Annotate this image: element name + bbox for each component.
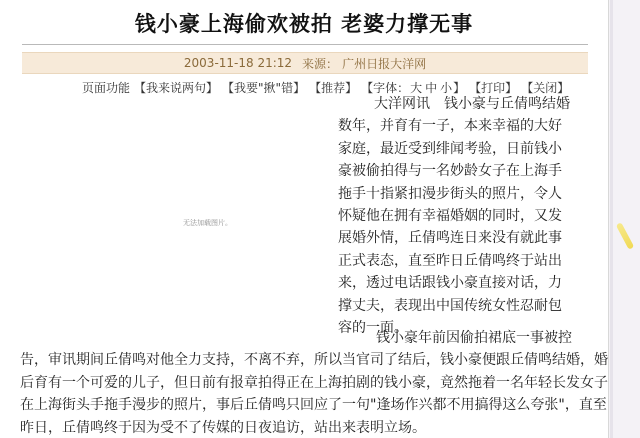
text-line: 家庭，最近受到绯闻考验，日前钱小 — [338, 140, 562, 157]
text-line: 怀疑他在拥有幸福婚姻的同时，又发 — [338, 208, 562, 225]
page-side-margin — [609, 0, 640, 438]
font-size-large-link[interactable]: 大 — [410, 80, 423, 95]
article-meta — [22, 52, 588, 74]
text-line: 撑丈夫，表现出中国传统女性忍耐包 — [338, 297, 562, 314]
text-line: 展婚外情，丘倩鸣连日来没有就此事 — [338, 230, 562, 247]
font-size-label: 【字体： — [361, 80, 410, 95]
report-error-link[interactable]: 【我要"揪"错】 — [222, 80, 306, 95]
title-divider — [22, 44, 588, 45]
text-line: 昨日，丘倩鸣终于因为受不了传媒的日夜追访，站出来表明立场。 — [20, 419, 426, 436]
print-link[interactable]: 【打印】 — [469, 80, 518, 95]
article-image — [97, 130, 307, 310]
source-label: 来源： — [302, 56, 339, 71]
article-lead-paragraph — [338, 93, 594, 339]
text-line: 豪被偷拍得与一名妙龄女子在上海手 — [338, 163, 562, 180]
text-line: 拖手十指紧扣漫步街头的照片，令人 — [338, 185, 562, 202]
text-line: 大洋网讯 钱小豪与丘倩鸣结婚 — [374, 96, 570, 112]
font-size-end: 】 — [453, 80, 466, 95]
article-title: 钱小豪上海偷欢被拍 老婆力撑无事 — [134, 12, 474, 36]
text-line: 告，审讯期间丘倩鸣对他全力支持，不离不弃，所以当官司了结后，钱小豪便跟丘倩鸣结婚，婚 — [20, 352, 608, 369]
page-function-label: 页面功能 — [82, 80, 131, 95]
font-size-small-link[interactable]: 小 — [440, 80, 453, 95]
page-edge-bar — [610, 0, 613, 438]
text-line: 容的一面。 — [338, 320, 408, 337]
text-line: 后育有一个可爱的儿子，但日前有报章拍得正在上海拍剧的钱小豪，竟然拖着一名年轻长发女子 — [20, 374, 608, 391]
text-line: 数年，并育有一子，本来幸福的大好 — [338, 118, 562, 135]
text-line: 钱小豪年前因偷拍裙底一事被控 — [376, 330, 572, 346]
text-line: 来，透过电话跟钱小豪直接对话，力 — [338, 275, 562, 292]
image-load-failed-text: 无法加载图片。 — [183, 219, 232, 227]
article-body-paragraph — [20, 327, 608, 438]
recommend-link[interactable]: 【推荐】 — [309, 80, 358, 95]
text-line: 在上海街头手拖手漫步的照片，事后丘倩鸣只回应了一句"逢场作兴都不用搞得这么夸张"，直至 — [20, 397, 607, 414]
close-link[interactable]: 【关闭】 — [521, 80, 570, 95]
publish-time: 2003-11-18 21:12 — [183, 56, 293, 70]
text-line: 正式表态，直至昨日丘倩鸣终于站出 — [338, 252, 562, 269]
font-size-medium-link[interactable]: 中 — [425, 80, 438, 95]
comment-link[interactable]: 【我来说两句】 — [134, 80, 219, 95]
source-name: 广州日报大洋网 — [342, 56, 427, 71]
